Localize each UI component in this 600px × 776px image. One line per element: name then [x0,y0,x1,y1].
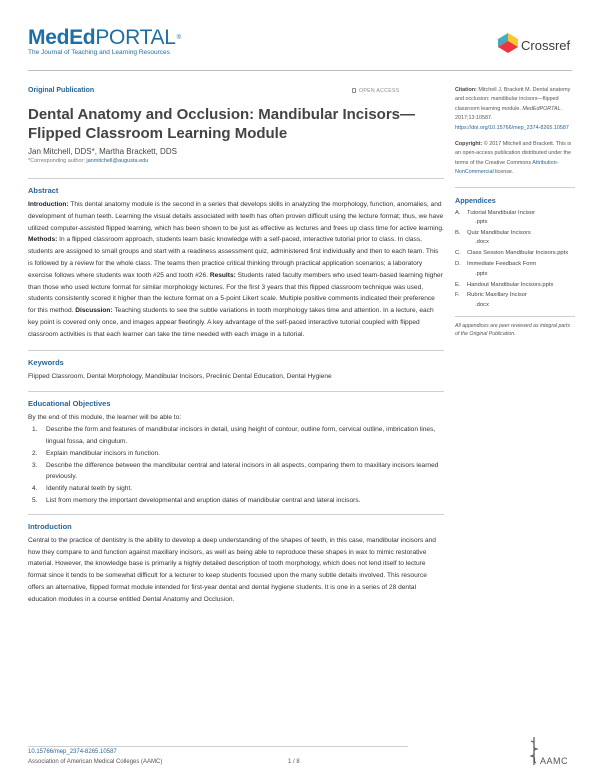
abstract-methods-text: In a flipped classroom approach, students learn basic knowledge with a self-paced, interactive tutorial prior to class. In class, students are assigned to small groups and start with a readiness assessment quiz, administered first individually and then to each team. This is followed by a review for the whole class. The teams then practice critical thinking through practical application scenarios; a laboratory exercise follows where students wax tooth #25 and tooth #26. [28,236,439,279]
appendix-letter: F. [455,292,460,299]
abstract-results-label: Results: [209,271,236,279]
page-number: 1 / 8 [288,759,300,765]
objective-number: 1. [32,426,38,434]
logo-trademark: ® [176,35,181,41]
appendix-name: Class Session Mandibular Incisors.pptx [467,250,569,257]
citation [455,86,575,133]
objective-number: 4. [32,485,38,493]
abstract-intro-text: This dental anatomy module is the second in a series that develops skills in analyzing the morphology, function, anomalies, and development of human teeth. Learning the visual details associated with teeth has often proven difficult using the lecture format; thus, we have utilized computer-assisted flipped learning, which has been shown to be just as effective as lectures and frees up class time for active learning. [28,201,444,232]
abstract-discussion-text: Teaching students to see the subtle variations in tooth morphology takes time and attention. In a lecture, each key point is covered only once, and images appear fleetingly. A key advantage of the self-paced interactive tutorial coupled with flipped classroom activities is that each learner can take the time needed with each image in a tutorial. [28,307,434,338]
appendix-name: Rubric Maxillary Incisor [467,292,527,299]
appendix-extension: .docx [475,239,489,246]
copyright-text: © 2017 Mitchell and Brackett. This is an open-access publication distributed under the terms of the Creative Commons [455,141,572,166]
appendix-letter: C. [455,250,461,257]
objective-number: 3. [32,461,38,469]
appendix-item[interactable] [455,281,575,290]
aamc-logo-text: AAMC [540,756,569,766]
objective-text: Explain mandibular incisors in function. [46,449,160,457]
article-authors: Jan Mitchell, DDS*, Martha Brackett, DDS [28,147,177,156]
appendix-extension: .docx [475,301,489,308]
copyright-end: license. [493,169,514,176]
appendix-name: Quiz Mandibular Incisors [467,229,531,236]
appendix-name: Immediate Feedback Form [467,261,537,268]
appendices-heading: Appendices [455,195,496,205]
abstract-results-text: Students rated faculty members who used team-based learning higher than those who used lecture format for similar morphology lectures. For the first 3 years that this flipped classroom technique was used, students consistently scored it higher than the lecture format on a 5-point Likert scale. Multiple positive comments indicated their preference for this method. [28,271,443,315]
abstract-intro-label: Introduction: [28,201,69,208]
keywords-heading: Keywords [28,357,64,367]
citation-doi-link[interactable]: https://doi.org/10.15766/mep_2374-8265.10587 [455,124,569,131]
introduction-text: Central to the practice of dentistry is the ability to develop a deep understanding of the shapes of teeth, in this case, mandibular incisors and how they compare to and function against maxillary incisors, as well as being able to reproduce these shapes in wax to mimic restorative material. However, the knowledge base is primarily a highly detailed description of tooth morphology, which does not lend itself to lecture format since it tends to be somewhat difficult for a lecturer to keep students focused upon the many subtle details involved. This resource offers an alternative, flipped format module intended for first-year dental and dental hygiene students. It is one in a series of 28 dental education modules in a course entitled Dental Anatomy and Occlusion. [28,536,436,603]
appendix-extension: .pptx [475,270,488,277]
objective-item [28,495,444,507]
appendix-item[interactable] [455,260,575,279]
copyright-label: Copyright: [455,141,483,148]
introduction-heading: Introduction [28,521,72,531]
abstract-discussion-label: Discussion: [75,307,113,315]
objective-text: Describe the form and features of mandibular incisors in detail, using height of contour, outline form, cervical outline, imbrication lines, lingual fossa, and cingulum. [46,426,436,445]
abstract-text [28,199,444,341]
header-divider [28,70,572,71]
corresponding-prefix: *Corresponding author: [28,158,87,164]
main-column [28,86,444,606]
appendix-item[interactable] [455,209,575,228]
divider [455,316,575,317]
logo-tagline: The Journal of Teaching and Learning Resources [28,49,170,56]
logo-wordmark [28,27,181,48]
appendix-item[interactable] [455,229,575,248]
medportal-logo [28,27,181,56]
license-link[interactable]: Attribution-NonCommercial [455,159,559,176]
citation-text: Mitchell J, Brackett M. Dental anatomy and occlusion: mandibular incisors—flipped classroom learning module. [455,87,571,112]
abstract-heading: Abstract [28,186,59,195]
crossref-icon [498,33,518,55]
open-access-label: OPEN ACCESS [359,88,400,94]
logo-med: MedEd [28,26,96,49]
objectives-intro: By the end of this module, the learner will be able to: [28,414,182,422]
objective-text: Describe the difference between the mandibular central and lateral incisors in all aspects, comparing them to maxillary incisors learned previously. [46,461,439,481]
citation-year: . 2017;13:10587. [455,105,563,122]
objectives-heading: Educational Objectives [28,399,111,409]
citation-label: Citation: [455,87,477,93]
sidebar [455,86,575,338]
divider [28,514,444,515]
footer-publisher: Association of American Medical Colleges (AAMC) [28,759,163,765]
appendix-letter: D. [455,261,461,268]
divider [28,178,444,179]
footer-doi-link[interactable]: 10.15766/mep_2374-8265.10587 [28,749,117,755]
corresponding-author [28,157,444,166]
appendix-item[interactable] [455,291,575,310]
logo-portal: PORTAL [95,26,176,49]
objective-item [28,483,444,495]
appendix-item[interactable] [455,249,575,258]
footer-divider [28,746,408,747]
copyright [455,140,575,178]
objective-number: 5. [32,496,38,504]
appendix-letter: A. [455,209,461,216]
crossref-label: Crossref [521,38,571,53]
divider [28,391,444,392]
appendix-letter: B. [455,229,461,236]
keywords-text: Flipped Classroom, Dental Morphology, Mandibular Incisors, Preclinic Dental Education, Dental Hygiene [28,372,332,380]
objectives-list [28,424,444,507]
objective-item [28,424,444,448]
article-type: Original Publication [28,87,95,94]
appendix-letter: E. [455,281,461,288]
abstract-methods-label: Methods: [28,236,58,244]
divider [28,350,444,351]
citation-journal: MedEdPORTAL [522,105,561,112]
appendix-name: Tutorial Mandibular Incisor [467,209,536,216]
appendix-name: Handout Mandibular Incisors.pptx [467,281,554,288]
appendix-extension: .pptx [475,219,488,226]
article-title: Dental Anatomy and Occlusion: Mandibular Incisors—Flipped Classroom Learning Module [28,106,416,142]
appendices-note: All appendices are peer reviewed as integral parts of the Original Publication. [455,323,571,338]
objective-text: Identify natural teeth by sight. [46,485,133,493]
divider [455,187,575,188]
objective-number: 2. [32,449,38,457]
objective-item [28,460,444,484]
objective-item [28,448,444,460]
appendices-list [455,209,575,311]
corresponding-email-link[interactable]: janmitchell@augusta.edu [86,158,149,164]
crossref-badge[interactable] [498,28,578,60]
objective-text: List from memory the important developmental and eruption dates of mandibular central and lateral incisors. [46,496,361,504]
